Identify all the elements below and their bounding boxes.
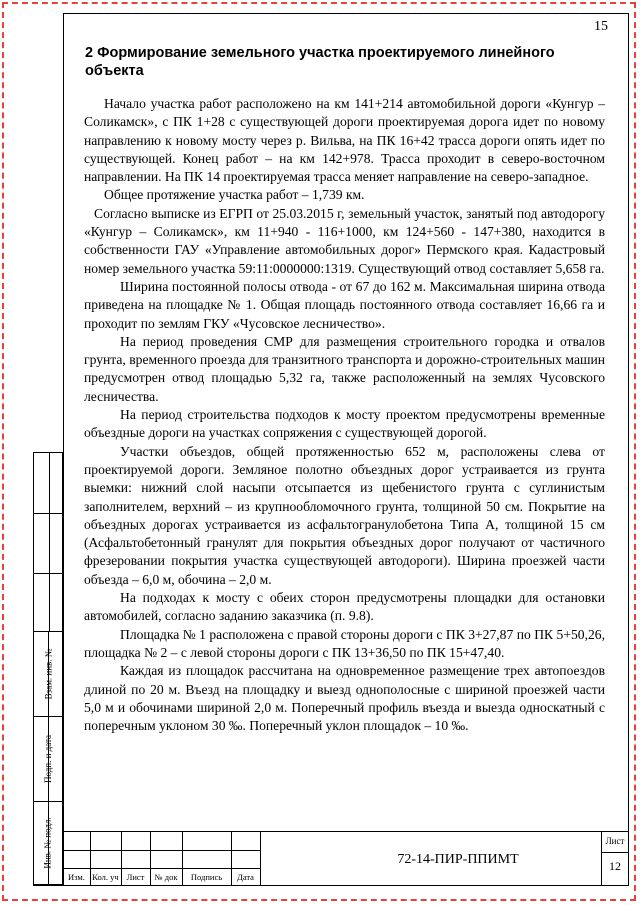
- paragraph: На период проведения СМР для размещения строительного городка и отвалов грунта, временного проезда для транзитного транспорта и дорожно-строительных машин предусмотрен отвод площадью 5,32 га, также расположенный на землях Чусовского лесничества.: [84, 333, 605, 404]
- margin-label-inv: Инв. № подл.: [43, 817, 53, 869]
- paragraph: Согласно выписке из ЕГРП от 25.03.2015 г, земельный участок, занятый под автодорогу «Кунгур – Соликамск», км 11+940 - 116+1000, км 124+560 - 147+380, находится в собственности ГАУ «Управление автомобильных дорог» Пермского края. Кадастровый номер земельного участка 59:11:0000000:1319. Существующий отвод составляет 5,658 га.: [84, 205, 605, 276]
- margin-column-upper: [33, 452, 63, 631]
- col-label-data: Дата: [237, 872, 254, 882]
- margin-stamp: [33, 631, 63, 886]
- paragraph: Начало участка работ расположено на км 141+214 автомобильной дороги «Кунгур – Соликамск», с ПК 1+28 с существующей дороги проектируемая дорога идет по новому направлению к новому мосту через р. Вильва, на ПК 16+42 трасса дороги опять идет по существующей. Конец работ – на км 142+978. Трасса проходит в северо-восточном направлении. На ПК 14 проектируемая трасса меняет направление на северо-западное.: [84, 96, 605, 185]
- col-label-podpis: Подпись: [190, 872, 223, 882]
- page-number: 15: [594, 19, 608, 34]
- paragraph: Площадка № 1 расположена с правой стороны дороги с ПК 3+27,87 по ПК 5+50,26, площадка № 2 – с левой стороны дороги с ПК 13+36,50 по ПК 15+47,40.: [84, 626, 605, 660]
- paragraph: Участки объездов, общей протяженностью 652 м, расположены слева от проектируемой дороги. Земляное полотно объездных дорог устраивается из грунта выемки: нижний слой насыпи отсыпается из щебенистого грунта с суглинистым заполнителем, верхний – из крупнообломочного грунта, толщиной 50 см. Покрытие на объездных дорогах устраивается из асфальтогранулобетона Типа А, толщиной 15 см (Асфальтобетонный гранулят для покрытия объездных дорог получают от частичного фрезеровании покрытия участка существующей автодороги). Ширина проезжей части объезда – 6,0 м, обочина – 2,0 м.: [84, 443, 605, 587]
- title-block: [63, 831, 629, 886]
- paragraph: Каждая из площадок рассчитана на одновременное размещение трех автопоездов длиной по 20 м. Въезд на площадку и выезд однополосные с шириной проезжей части 5,0 м и обочинами шириной 2,0 м. Поперечный профиль въезда и выезда односкатный с поперечным уклоном 30 ‰. Поперечный уклон площадок – 10 ‰.: [84, 663, 605, 734]
- margin-label-vzam: Взам. инв. №: [43, 648, 53, 700]
- paragraph: На подходах к мосту с обеих сторон предусмотрены площадки для остановки автомобилей, согласно заданию заказчика (п. 9.8).: [84, 590, 605, 624]
- body-text: [84, 95, 605, 735]
- margin-label-podp: Подп. и дата: [43, 734, 53, 784]
- paragraph: На период строительства подходов к мосту проектом предусмотрены временные объездные дороги на участках сопряжения с существующей дорогой.: [84, 407, 605, 441]
- paragraph: Общее протяжение участка работ – 1,739 км.: [104, 187, 365, 203]
- col-label-ndok: № док: [154, 872, 178, 882]
- paragraph: Ширина постоянной полосы отвода - от 67 до 162 м. Максимальная ширина отвода приведена на площадке № 1. Общая площадь постоянного отвода составляет 16,66 га и проходит по землям ГКУ «Чусовское лесничество».: [84, 278, 605, 331]
- col-label-kol: Кол. уч: [92, 872, 119, 882]
- col-label-izm: Изм.: [68, 872, 85, 882]
- section-heading: 2 Формирование земельного участка проектируемого линейного объекта: [85, 45, 555, 79]
- document-code: 72-14-ПИР-ППИМТ: [397, 852, 519, 867]
- sheet-number: 12: [609, 859, 621, 873]
- sheet-label: Лист: [605, 836, 625, 846]
- col-label-list: Лист: [126, 872, 145, 882]
